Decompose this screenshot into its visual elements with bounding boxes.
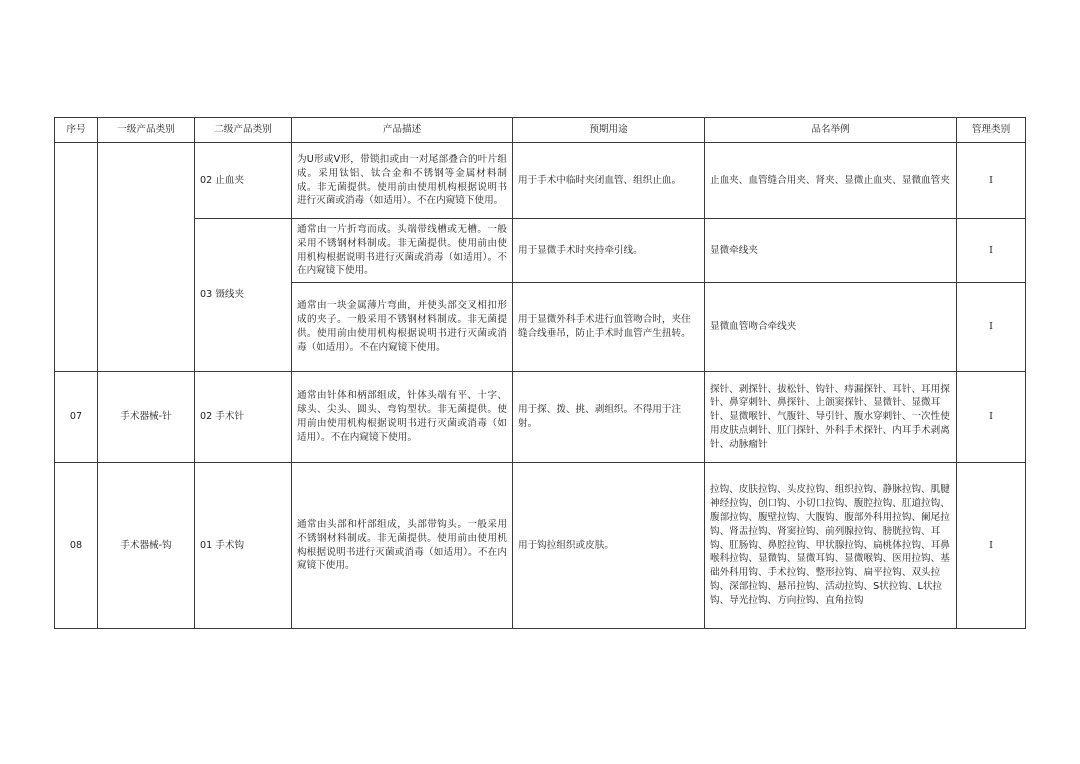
table-row <box>55 463 1026 629</box>
management-class-cell: I <box>957 372 1026 463</box>
intended-use-cell: 用于手术中临时夹闭血管、组织止血。 <box>513 143 705 219</box>
intended-use-cell: 用于钩拉组织或皮肤。 <box>513 463 705 629</box>
header-cell: 品名举例 <box>705 118 957 143</box>
management-class-cell: I <box>957 463 1026 629</box>
table-header-row <box>55 118 1026 143</box>
table-row <box>55 143 1026 219</box>
subcategory-cell: 03 镊线夹 <box>195 219 292 372</box>
header-cell: 预期用途 <box>513 118 705 143</box>
header-cell: 一级产品类别 <box>98 118 195 143</box>
category-cell: 手术器械-钩 <box>98 463 195 629</box>
serial-cell: 08 <box>55 463 98 629</box>
management-class-cell: I <box>957 283 1026 372</box>
description-cell: 通常由一块金属薄片弯曲，并使头部交叉相扣形成的夹子。一般采用不锈钢材料制成。非无菌提供。使用前由使用机构根据说明书进行灭菌或消毒（如适用）。不在内窥镜下使用。 <box>292 283 513 372</box>
category-cell <box>98 143 195 372</box>
examples-cell: 止血夹、血管缝合用夹、肾夹、显微止血夹、显微血管夹 <box>705 143 957 219</box>
intended-use-cell: 用于显微手术时夹持牵引线。 <box>513 219 705 283</box>
serial-cell <box>55 143 98 372</box>
description-cell: 通常由针体和柄部组成，针体头端有平、十字、球头、尖头、圆头、弯钩型状。非无菌提供。使用前由使用机构根据说明书进行灭菌或消毒（如适用）。不在内窥镜下使用。 <box>292 372 513 463</box>
examples-cell: 显微牵线夹 <box>705 219 957 283</box>
description-cell: 通常由头部和杆部组成，头部带钩头。一般采用不锈钢材料制成。非无菌提供。使用前由使用机构根据说明书进行灭菌或消毒（如适用）。不在内窥镜下使用。 <box>292 463 513 629</box>
subcategory-cell: 01 手术钩 <box>195 463 292 629</box>
header-cell: 产品描述 <box>292 118 513 143</box>
examples-cell: 探针、剥探针、拔松针、钩针、痔漏探针、耳针、耳用探针、鼻穿刺针、鼻探针、上颌窦探针、显微针、显微耳针、显微喉针、气腹针、导引针、腹水穿刺针、一次性使用皮肤点刺针、肛门探针、外科手术探针、内耳手术剥离针、动脉瘤针 <box>705 372 957 463</box>
examples-cell: 显微血管吻合牵线夹 <box>705 283 957 372</box>
header-cell: 序号 <box>55 118 98 143</box>
category-cell: 手术器械-针 <box>98 372 195 463</box>
intended-use-cell: 用于探、拨、挑、剥组织。不得用于注射。 <box>513 372 705 463</box>
description-cell: 为U形或V形，带锁扣或由一对尾部叠合的叶片组成。采用钛铝、钛合金和不锈钢等金属材料制成。非无菌提供。使用前由使用机构根据说明书进行灭菌或消毒（如适用）。不在内窥镜下使用。 <box>292 143 513 219</box>
subcategory-cell: 02 手术针 <box>195 372 292 463</box>
intended-use-cell: 用于显微外科手术进行血管吻合时，夹住缝合线垂吊，防止手术时血管产生扭转。 <box>513 283 705 372</box>
header-cell: 管理类别 <box>957 118 1026 143</box>
table-row <box>55 372 1026 463</box>
serial-cell: 07 <box>55 372 98 463</box>
table-row <box>55 219 1026 283</box>
management-class-cell: I <box>957 143 1026 219</box>
examples-cell: 拉钩、皮肤拉钩、头皮拉钩、组织拉钩、静脉拉钩、肌腱神经拉钩、创口钩、小切口拉钩、腹腔拉钩、肛道拉钩、腹部拉钩、腹壁拉钩、大腹钩、腹部外科用拉钩、阑尾拉钩、肾盂拉钩、肾窦拉钩、前列腺拉钩、膀胱拉钩、耳钩、肛肠钩、鼻腔拉钩、甲状腺拉钩、扁桃体拉钩、耳鼻喉科拉钩、显微钩、显微耳钩、显微喉钩、医用拉钩、基础外科用钩、手术拉钩、整形拉钩、扁平拉钩、双头拉钩、深部拉钩、悬吊拉钩、活动拉钩、S状拉钩、L状拉钩、导光拉钩、方向拉钩、直角拉钩 <box>705 463 957 629</box>
subcategory-cell: 02 止血夹 <box>195 143 292 219</box>
header-cell: 二级产品类别 <box>195 118 292 143</box>
product-catalog-table <box>54 117 1026 629</box>
management-class-cell: I <box>957 219 1026 283</box>
description-cell: 通常由一片折弯而成。头端带线槽或无槽。一般采用不锈钢材料制成。非无菌提供。使用前由使用机构根据说明书进行灭菌或消毒（如适用）。不在内窥镜下使用。 <box>292 219 513 283</box>
